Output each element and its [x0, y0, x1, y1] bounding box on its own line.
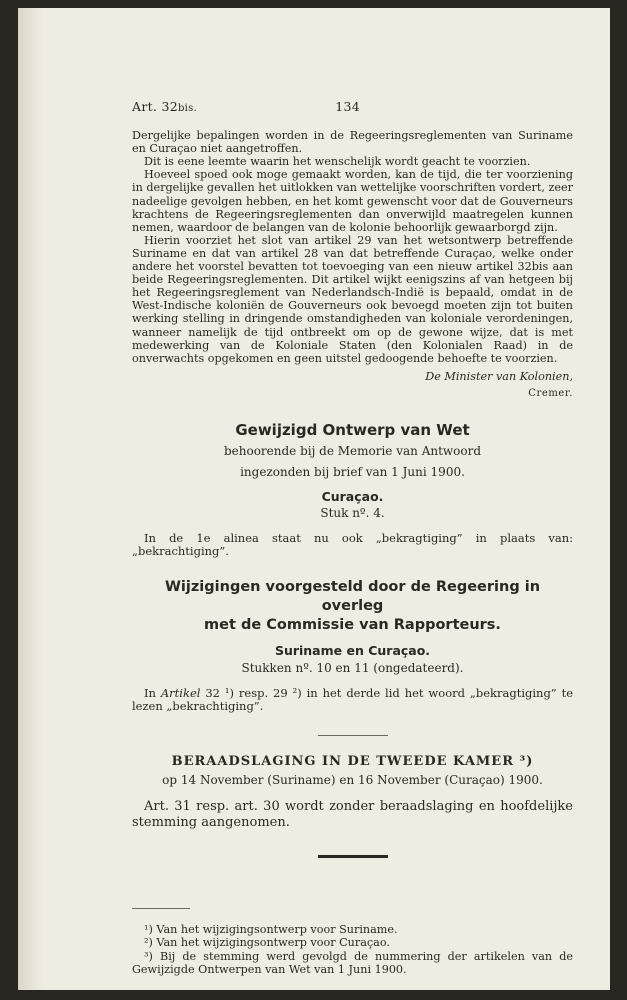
- end-rule: [318, 855, 388, 858]
- section-subtitle-2: ingezonden bij brief van 1 Juni 1900.: [240, 465, 465, 480]
- page: [18, 8, 610, 990]
- beraadslaging-text: Art. 31 resp. art. 30 wordt zonder beraadslaging en hoofdelijke stemming aangenomen.: [132, 799, 573, 830]
- colony-heading-suriname-curacao: Suriname en Curaçao.: [274, 643, 431, 659]
- footnote-rule: [132, 908, 190, 909]
- footnote-3: ³) Bij de stemming werd gevolgd de nummering der artikelen van de Gewijzigde Ontwerpen van Wet van 1 Juni 1900.: [132, 949, 573, 976]
- memorie-paragraph-1: Dergelijke bepalingen worden in de Regeeringsreglementen van Suriname en Curaçao niet aangetroffen.: [132, 129, 573, 156]
- signature-name: Cremer.: [528, 387, 573, 399]
- section1-text: In de 1e alinea staat nu ook „bekragtiging” in plaats van: „bekrachtiging”.: [132, 531, 573, 559]
- memorie-paragraph-2: Dit is eene leemte waarin het wenschelijk wordt geacht te voorzien.: [144, 155, 531, 169]
- section-divider: [318, 735, 388, 736]
- footnote-2: ²) Van het wijzigingsontwerp voor Curaçao.: [144, 936, 390, 950]
- section-subtitle-1: behoorende bij de Memorie van Antwoord: [223, 444, 482, 459]
- memorie-paragraph-3: Hoeveel spoed ook moge gemaakt worden, kan de tijd, die ter voorziening in dergelijke gevallen het uitlokken van wettelijke voorschriften vordert, zeer nadeelige gevolgen hebben, en het komt gewenscht voor dat de Gouverneurs krachtens de Regeeringsreglementen dan onverwijld maatregelen kunnen nemen, waardoor de belangen van de kolonie behoorlijk gewaarborgd zijn.: [132, 168, 573, 234]
- article-suffix: bis.: [177, 103, 198, 114]
- section-title-gewijzigd-ontwerp: Gewijzigd Ontwerp van Wet: [235, 420, 470, 439]
- section-title-wijzigingen: [132, 578, 573, 635]
- stukken-numbers: Stukken nº. 10 en 11 (ongedateerd).: [241, 660, 464, 675]
- section2-text-artikel: Artikel: [160, 685, 201, 700]
- section-title-line-1: Wijzigingen voorgesteld door de Regeering in overleg: [164, 579, 541, 615]
- page-number: 134: [335, 99, 360, 114]
- section-title-line-2: met de Commissie van Rapporteurs.: [204, 617, 501, 634]
- running-header: [132, 100, 360, 115]
- section2-text-prefix: In: [144, 685, 156, 700]
- stuk-number: Stuk nº. 4.: [320, 506, 385, 521]
- article-reference: [132, 100, 197, 115]
- section-title-beraadslaging: BERAADSLAGING IN DE TWEEDE KAMER ³): [171, 753, 534, 769]
- colony-heading-curacao: Curaçao.: [321, 489, 384, 505]
- beraadslaging-subtitle: op 14 November (Suriname) en 16 November (Curaçao) 1900.: [162, 772, 543, 787]
- section2-text: [132, 687, 573, 713]
- article-label: Art. 32: [132, 99, 178, 114]
- signature-title: De Minister van Kolonien,: [425, 369, 573, 383]
- section2-text-body: 32 ¹) resp. 29 ²) in het derde lid het woord „bekragtiging” te lezen „bekrachtiging”.: [132, 685, 574, 713]
- footnotes: [132, 923, 573, 976]
- page-content: [132, 100, 573, 976]
- footnote-1: ¹) Van het wijzigingsontwerp voor Suriname.: [144, 923, 398, 936]
- memorie-paragraph-4: Hierin voorziet het slot van artikel 29 van het wetsontwerp betreffende Suriname en dat van artikel 28 van dat betreffende Curaçao, welke onder andere het voorstel bevatten tot toevoeging van een nieuw artikel 32bis aan beide Regeeringsreglementen. Dit artikel wijkt eenigszins af van hetgeen bij het Regeeringsreglement van Nederlandsch-Indië is bepaald, omdat in de West-Indische koloniën de Gouverneurs ook bevoegd moeten zijn tot buiten werking stelling in dringende omstandigheden van koloniale verordeningen, wanneer namelijk de tijd ontbreekt om op de gewone wijze, dat is met medewerking van de Koloniale Staten (den Kolonialen Raad) in de onverwachts opgekomen en geen uitstel gedoogende behoefte te voorzien.: [132, 233, 573, 365]
- page-spine: [19, 8, 43, 990]
